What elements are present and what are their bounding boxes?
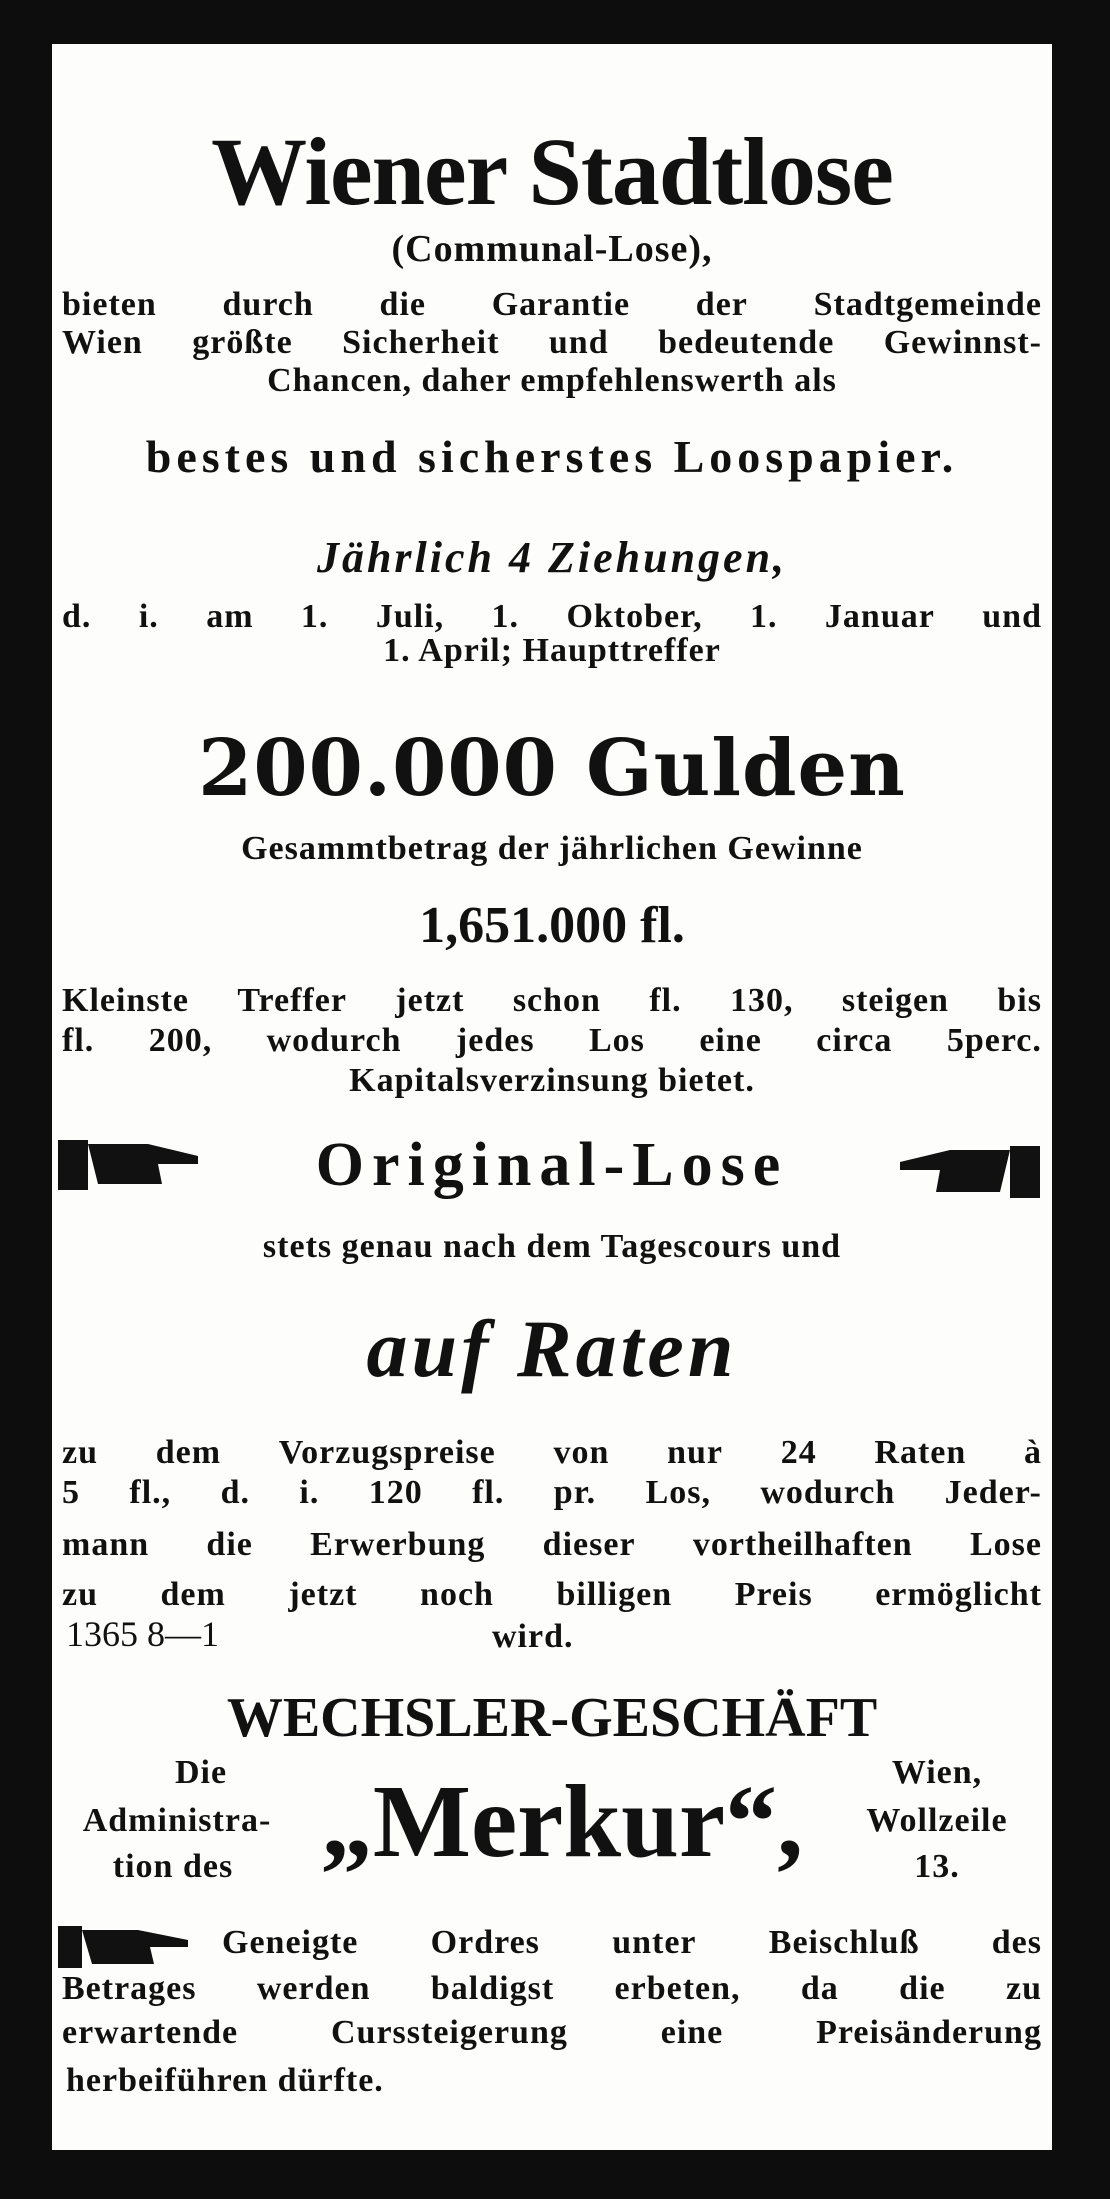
word: Raten: [874, 1434, 967, 1471]
firm-name: „Merkur“,: [320, 1764, 804, 1879]
draw-dates-line: [52, 600, 1052, 634]
firm-heading: WECHSLER-GESCHÄFT: [226, 1687, 878, 1749]
word: zu: [1005, 1970, 1042, 2007]
word: Preisänderung: [816, 2014, 1042, 2051]
word: vortheilhaften: [692, 1526, 913, 1563]
word: jetzt: [395, 982, 465, 1019]
word: Lose: [969, 1526, 1042, 1563]
word: werden: [256, 1970, 371, 2007]
total-label: Gesammtbetrag der jährlichen Gewinne: [241, 830, 863, 867]
word: ermöglicht: [875, 1576, 1042, 1613]
word: Los,: [645, 1474, 711, 1511]
ad-subtitle: (Communal-Lose),: [391, 228, 713, 270]
admin-line: tion des: [112, 1848, 234, 1885]
small-prizes-line: [52, 984, 1052, 1018]
admin-line: Die: [174, 1754, 228, 1791]
word: fl.: [62, 1022, 95, 1059]
draw-dates-line: 1. April; Haupttreffer: [383, 632, 721, 669]
word: wodurch: [266, 1022, 402, 1059]
word: durch: [222, 286, 314, 323]
main-prize: 200.000 Gulden: [198, 723, 906, 814]
word: am: [206, 598, 254, 635]
small-prizes-line: Kapitalsverzinsung bietet.: [349, 1062, 755, 1099]
installments-line: [52, 1476, 1052, 1510]
word: 130,: [730, 982, 794, 1019]
installments-line: [52, 1578, 1052, 1612]
word: die: [206, 1526, 253, 1563]
word: Wien: [62, 324, 143, 361]
word: schon: [512, 982, 601, 1019]
total-value: 1,651.000 fl.: [419, 897, 685, 954]
word: die: [899, 1970, 946, 2007]
closing-line: herbeiführen dürfte.: [66, 2062, 384, 2099]
word: jetzt: [288, 1576, 358, 1613]
reference-number: 1365 8—1: [66, 1614, 219, 1654]
word: zu: [62, 1576, 98, 1613]
word: fl.: [472, 1474, 505, 1511]
word: Sicherheit: [342, 324, 500, 361]
intro-line: [52, 326, 1052, 360]
word: i.: [138, 598, 159, 635]
word: Juli,: [375, 598, 445, 635]
word: Vorzugspreise: [278, 1434, 496, 1471]
intro-line: Chancen, daher empfehlenswerth als: [267, 362, 837, 399]
word: dem: [155, 1434, 222, 1471]
word: Geneigte: [222, 1924, 359, 1961]
advertisement: [52, 44, 1052, 2150]
word: erbeten,: [614, 1970, 741, 2007]
word: dem: [160, 1576, 226, 1613]
word: der: [695, 286, 748, 323]
closing-line: [52, 2016, 1052, 2050]
word: Treffer: [237, 982, 347, 1019]
word: steigen: [841, 982, 949, 1019]
pointing-hand-left-icon: [890, 1142, 1040, 1202]
closing-line: [52, 1972, 1052, 2006]
installments-heading: auf Raten: [366, 1303, 738, 1394]
word: billigen: [556, 1576, 673, 1613]
word: 1.: [491, 598, 520, 635]
word: noch: [420, 1576, 494, 1613]
word: Erwerbung: [310, 1526, 486, 1563]
word: Beischluß: [768, 1924, 920, 1961]
word: zu: [62, 1434, 98, 1471]
word: d.: [62, 598, 92, 635]
word: Oktober,: [566, 598, 703, 635]
word: fl.: [649, 982, 682, 1019]
address-line: Wollzeile: [866, 1802, 1008, 1839]
word: 1.: [300, 598, 329, 635]
address-line: Wien,: [891, 1754, 983, 1791]
address-line: 13.: [914, 1848, 960, 1885]
word: bieten: [62, 286, 157, 323]
word: eine: [660, 2014, 724, 2051]
word: von: [553, 1434, 610, 1471]
word: i.: [299, 1474, 320, 1511]
small-prizes-line: [52, 1024, 1052, 1058]
intro-line: [52, 288, 1052, 322]
word: Preis: [734, 1576, 813, 1613]
word: bis: [997, 982, 1042, 1019]
word: fl.,: [129, 1474, 172, 1511]
highlight-line: bestes und sicherstes Loospapier.: [145, 431, 959, 482]
word: Jeder-: [944, 1474, 1042, 1511]
word: Betrages: [62, 1970, 197, 2007]
word: 1.: [750, 598, 778, 635]
word: Januar: [824, 598, 935, 635]
word: die: [379, 286, 426, 323]
course-line: stets genau nach dem Tagescours und: [262, 1228, 842, 1265]
pointing-hand-right-icon: [58, 1922, 198, 1972]
word: bedeutende: [658, 324, 835, 361]
word: Los: [588, 1022, 645, 1059]
word: unter: [612, 1924, 697, 1961]
word: 24: [780, 1434, 817, 1471]
word: erwartende: [62, 2014, 239, 2051]
word: und: [548, 324, 609, 361]
word: circa: [816, 1022, 893, 1059]
word: dieser: [542, 1526, 636, 1563]
word: baldigst: [430, 1970, 555, 2007]
word: eine: [699, 1022, 762, 1059]
word: Curssteigerung: [331, 2014, 568, 2051]
word: 5perc.: [946, 1022, 1042, 1059]
word: da: [800, 1970, 839, 2007]
pointing-hand-right-icon: [58, 1134, 208, 1194]
word: Stadtgemeinde: [813, 286, 1042, 323]
installments-end: wird.: [492, 1618, 574, 1655]
word: 120: [368, 1474, 423, 1511]
word: Kleinste: [62, 982, 189, 1019]
word: Gewinnst-: [883, 324, 1042, 361]
draws-heading: Jährlich 4 Ziehungen,: [316, 533, 788, 582]
ad-title: Wiener Stadtlose: [211, 118, 893, 225]
word: und: [982, 598, 1042, 635]
word: Garantie: [491, 286, 631, 323]
word: à: [1023, 1434, 1042, 1471]
closing-line: [212, 1926, 1052, 1960]
word: 5: [62, 1474, 80, 1511]
word: größte: [192, 324, 293, 361]
word: pr.: [553, 1474, 597, 1511]
word: des: [991, 1924, 1042, 1961]
original-heading: Original-Lose: [315, 1131, 789, 1199]
admin-line: Administra-: [82, 1802, 272, 1839]
installments-line: [52, 1528, 1052, 1562]
word: d.: [220, 1474, 250, 1511]
word: jedes: [455, 1022, 535, 1059]
word: Ordres: [430, 1924, 540, 1961]
word: nur: [667, 1434, 723, 1471]
word: 200,: [148, 1022, 213, 1059]
word: wodurch: [760, 1474, 896, 1511]
installments-line: [52, 1436, 1052, 1470]
word: mann: [62, 1526, 150, 1563]
